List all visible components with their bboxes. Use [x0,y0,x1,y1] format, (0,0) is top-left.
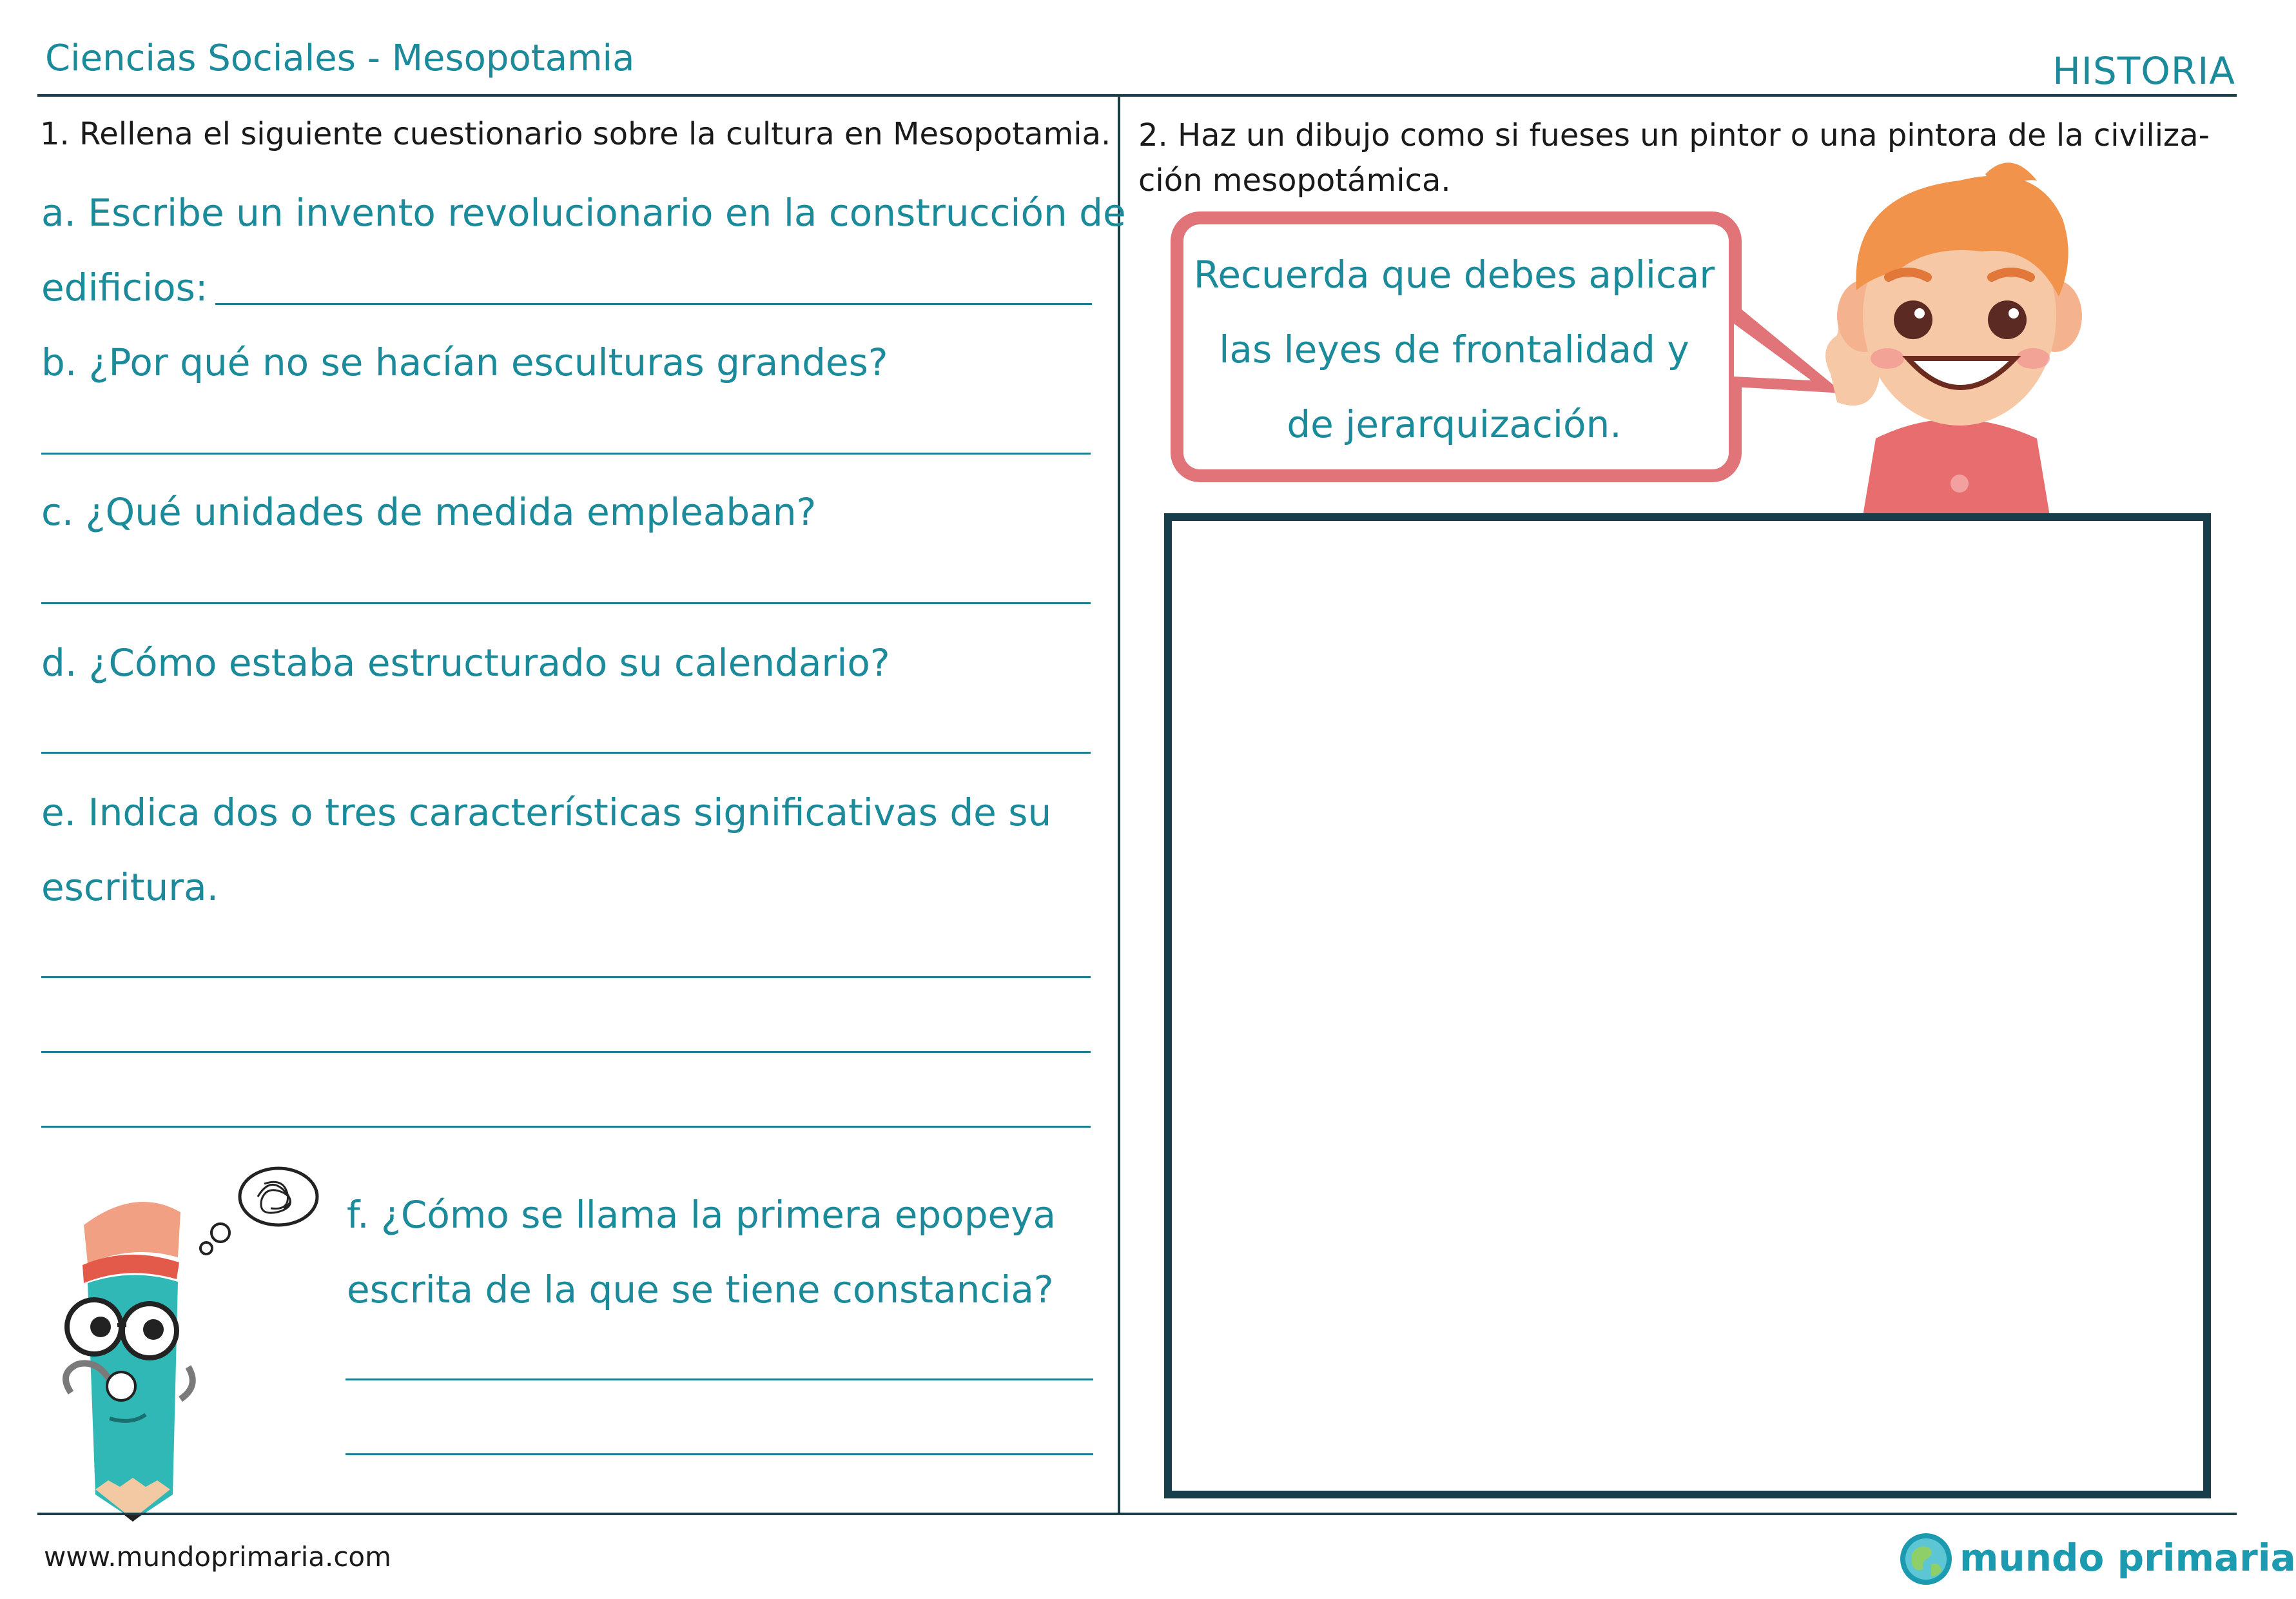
header-divider [37,94,2237,97]
speech-text-line1: Recuerda que debes aplicar [1193,253,1715,297]
footer-divider [37,1513,2237,1515]
question-e-line2: escritura. [41,865,219,909]
boy-character-icon [1805,155,2114,516]
question-f-line1: f. ¿Cómo se llama la primera epopeya [347,1193,1056,1237]
footer-logo-text: mundo primaria [1960,1536,2296,1580]
answer-line-e3[interactable] [41,1126,1091,1128]
section1-instruction: 1. Rellena el siguiente cuestionario sobre la cultura en Mesopotamia. [40,116,1111,152]
question-a-line2: edificios: [41,266,208,309]
question-e-line1: e. Indica dos o tres características significativas de su [41,790,1052,834]
question-b: b. ¿Por qué no se hacían esculturas grandes? [41,340,888,384]
speech-text-line3: de jerarquización. [1287,402,1622,446]
question-a-line1: a. Escribe un invento revolucionario en la construcción de [41,191,1126,235]
answer-line-e1[interactable] [41,976,1091,978]
page-title: Ciencias Sociales - Mesopotamia [45,37,635,79]
answer-line-d[interactable] [41,752,1091,754]
section2-instruction-line1: 2. Haz un dibujo como si fueses un pintor o una pintora de la civiliza- [1138,117,2210,153]
footer-url[interactable]: www.mundoprimaria.com [44,1541,392,1573]
answer-line-a[interactable] [215,303,1092,305]
answer-line-b[interactable] [41,453,1091,455]
question-d: d. ¿Cómo estaba estructurado su calendario? [41,641,890,685]
globe-logo-icon [1899,1532,1953,1586]
answer-line-c[interactable] [41,602,1091,604]
drawing-area[interactable] [1164,513,2211,1498]
question-f-line2: escrita de la que se tiene constancia? [347,1268,1054,1311]
section2-instruction-line2: ción mesopotámica. [1138,162,1451,199]
answer-line-f2[interactable] [345,1453,1093,1455]
answer-line-f1[interactable] [345,1378,1093,1380]
answer-line-e2[interactable] [41,1051,1091,1053]
speech-text-line2: las leyes de frontalidad y [1219,328,1689,371]
question-c: c. ¿Qué unidades de medida empleaban? [41,490,817,534]
thought-bubble-icon [200,1168,317,1254]
subject-label: HISTORIA [2052,49,2235,93]
pencil-character-icon [45,1154,329,1515]
column-divider [1118,95,1120,1514]
